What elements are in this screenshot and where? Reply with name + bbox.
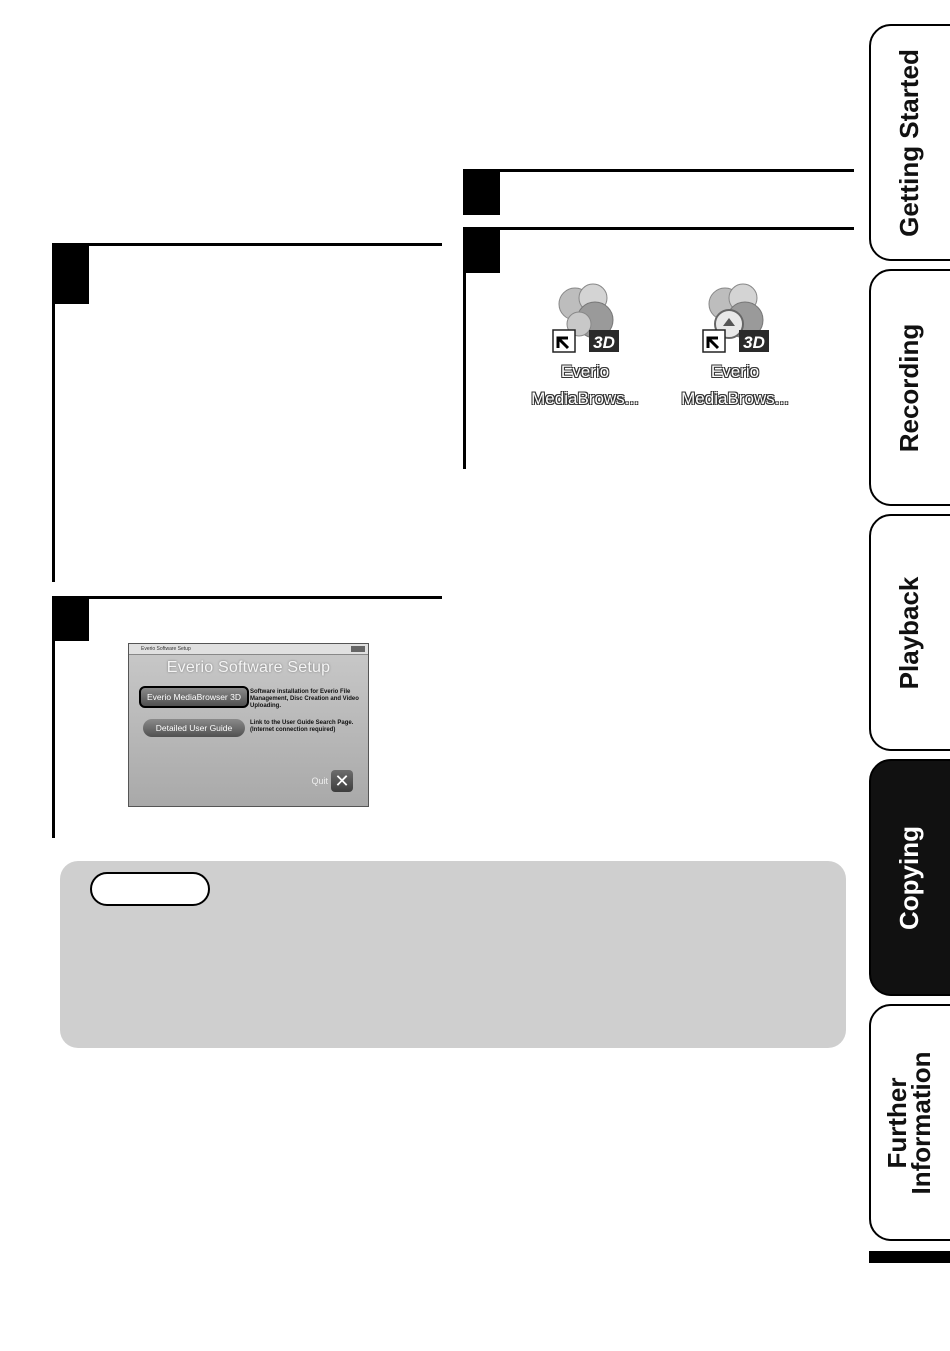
step-line-left-1 [52, 243, 55, 582]
desktop-icon-label-line2: MediaBrows... [681, 389, 789, 408]
tab-further-information[interactable] [869, 1004, 950, 1241]
step-line-left-2 [52, 596, 55, 838]
mediabrowser-description: Software installation for Everio File Management, Disc Creation and Video Uploading. [250, 689, 359, 709]
desktop-icon-mediabrowser-1[interactable] [520, 278, 650, 412]
tab-bottom-bar [869, 1251, 950, 1263]
step-line-right-2 [463, 227, 466, 469]
step-rule-left-2 [52, 596, 442, 599]
window-title-bar [129, 644, 368, 655]
svg-text:3D: 3D [743, 333, 765, 352]
tab-copying[interactable] [869, 759, 950, 996]
desktop-icon-label-line2: MediaBrows... [531, 389, 639, 408]
setup-heading: Everio Software Setup [166, 659, 331, 676]
tab-label: Further Information [882, 1051, 936, 1194]
step-rule-right-2 [463, 227, 854, 230]
svg-text:3D: 3D [593, 333, 615, 352]
window-title: Everio Software Setup [141, 646, 191, 652]
step-number-box-right-1 [463, 169, 500, 215]
step-rule-left-1 [52, 243, 442, 246]
mediabrowser-3d-icon [545, 278, 625, 358]
quit-label: Quit [311, 776, 328, 786]
tab-playback[interactable] [869, 514, 950, 751]
memo-label-pill [90, 872, 210, 906]
step-number-box-right-2 [463, 227, 500, 273]
user-guide-description: Link to the User Guide Search Page. (Internet connection required) [250, 720, 354, 733]
tab-label: Recording [894, 323, 924, 452]
tab-recording[interactable] [869, 269, 950, 506]
tab-label: Playback [894, 576, 924, 689]
mediabrowser-install-button[interactable]: Everio MediaBrowser 3D [139, 686, 249, 708]
step-rule-right-1 [463, 169, 854, 172]
window-close-icon[interactable] [351, 646, 365, 652]
desktop-icon-label-line1: Everio [560, 362, 610, 381]
desktop-icon-mediabrowser-2[interactable] [670, 278, 800, 412]
detailed-user-guide-button[interactable]: Detailed User Guide [143, 719, 245, 737]
tab-getting-started[interactable] [869, 24, 950, 261]
tab-label: Copying [894, 825, 924, 930]
everio-software-setup-window [128, 643, 369, 807]
quit-close-icon[interactable]: ✕ [331, 770, 353, 792]
step-number-box-left-1 [52, 243, 89, 304]
mediabrowser-3d-upload-icon [695, 278, 775, 358]
desktop-icon-label-line1: Everio [710, 362, 760, 381]
tab-label: Getting Started [894, 48, 924, 237]
step-number-box-left-2 [52, 596, 89, 641]
